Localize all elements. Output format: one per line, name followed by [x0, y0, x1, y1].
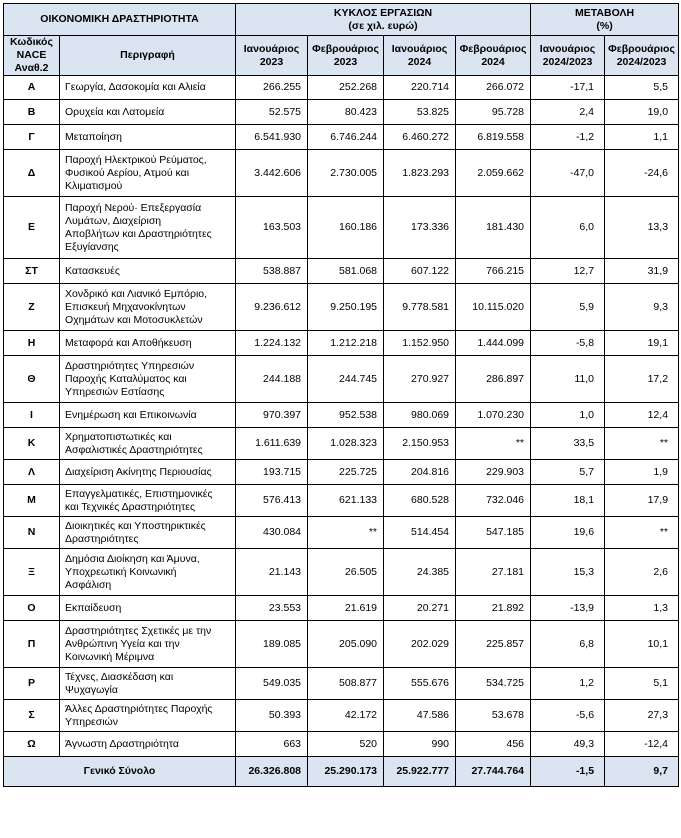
- table-row: [4, 428, 679, 460]
- table-row: [4, 517, 679, 549]
- table-row: [4, 621, 679, 668]
- change-jan-cell: -13,9: [531, 596, 605, 621]
- total-change-jan: -1,5: [531, 757, 605, 787]
- feb-2023-cell: 9.250.195: [308, 284, 384, 331]
- jan-2023-cell: 21.143: [236, 549, 308, 596]
- code-cell: Ο: [4, 596, 60, 621]
- jan-2024-cell: 202.029: [384, 621, 456, 668]
- change-jan-cell: 6,8: [531, 621, 605, 668]
- change-jan-cell: 1,2: [531, 668, 605, 700]
- description-line: Φυσικού Αερίου, Ατμού και: [65, 166, 190, 179]
- feb-2024-cell: 1.444.099: [456, 331, 531, 356]
- jan-2023-cell: 663: [236, 732, 308, 757]
- jan-2023-cell: 23.553: [236, 596, 308, 621]
- jan-2023-cell: 52.575: [236, 100, 308, 125]
- description-cell: [60, 356, 236, 403]
- description-cell: [60, 621, 236, 668]
- description-cell: [60, 197, 236, 259]
- feb-2024-cell: 21.892: [456, 596, 531, 621]
- feb-2023-cell: 244.745: [308, 356, 384, 403]
- feb-2024-cell: 534.725: [456, 668, 531, 700]
- change-feb-cell: **: [605, 517, 679, 549]
- jan-2023-cell: 189.085: [236, 621, 308, 668]
- change-jan-cell: 5,9: [531, 284, 605, 331]
- table-row: [4, 284, 679, 331]
- jan-2024-cell: 173.336: [384, 197, 456, 259]
- table-row: [4, 596, 679, 621]
- change-jan-cell: 6,0: [531, 197, 605, 259]
- change-feb-cell: 1,3: [605, 596, 679, 621]
- change-feb-cell: 31,9: [605, 259, 679, 284]
- change-feb-cell: 17,9: [605, 485, 679, 517]
- jan-2023-cell: 576.413: [236, 485, 308, 517]
- description-cell: [60, 485, 236, 517]
- table-row: [4, 460, 679, 485]
- description-cell: [60, 732, 236, 757]
- change-feb-cell: 19,1: [605, 331, 679, 356]
- table-row: [4, 668, 679, 700]
- total-label: Γενικό Σύνολο: [4, 757, 236, 787]
- description-line: Ανθρώπινη Υγεία και την: [65, 637, 180, 650]
- code-cell: Ζ: [4, 284, 60, 331]
- change-jan-cell: 2,4: [531, 100, 605, 125]
- table-row: [4, 403, 679, 428]
- change-feb-cell: 27,3: [605, 700, 679, 732]
- code-cell: Ξ: [4, 549, 60, 596]
- description-cell: [60, 331, 236, 356]
- description-line: Δραστηριότητες Υπηρεσιών: [65, 359, 195, 372]
- total-jan-2023: 26.326.808: [236, 757, 308, 787]
- description-line: Ορυχεία και Λατομεία: [65, 105, 165, 118]
- jan-2024-cell: 555.676: [384, 668, 456, 700]
- change-feb-cell: 13,3: [605, 197, 679, 259]
- feb-2023-cell: 80.423: [308, 100, 384, 125]
- description-line: Χονδρικό και Λιανικό Εμπόριο,: [65, 287, 208, 300]
- table-row: [4, 732, 679, 757]
- change-feb-cell: -12,4: [605, 732, 679, 757]
- table-row: [4, 197, 679, 259]
- feb-2024-cell: 27.181: [456, 549, 531, 596]
- code-cell: Α: [4, 76, 60, 100]
- jan-2024-cell: 6.460.272: [384, 125, 456, 150]
- description-line: Οχημάτων και Μοτοσυκλετών: [65, 313, 203, 326]
- feb-2023-cell: 26.505: [308, 549, 384, 596]
- description-cell: [60, 76, 236, 100]
- code-cell: Ι: [4, 403, 60, 428]
- jan-2023-cell: 549.035: [236, 668, 308, 700]
- change-jan-cell: -47,0: [531, 150, 605, 197]
- description-line: Αποβλήτων και Δραστηριότητες: [65, 227, 212, 240]
- feb-2023-cell: 1.028.323: [308, 428, 384, 460]
- description-cell: [60, 549, 236, 596]
- description-line: Ασφάλιση: [65, 578, 112, 591]
- description-cell: [60, 517, 236, 549]
- change-jan-cell: -5,8: [531, 331, 605, 356]
- feb-2024-cell: 53.678: [456, 700, 531, 732]
- change-feb-cell: 9,3: [605, 284, 679, 331]
- feb-2023-column-header: Φεβρουάριος 2023: [308, 36, 384, 76]
- code-cell: Ε: [4, 197, 60, 259]
- change-jan-cell: 5,7: [531, 460, 605, 485]
- feb-2023-cell: 621.133: [308, 485, 384, 517]
- feb-2023-cell: 6.746.244: [308, 125, 384, 150]
- jan-2024-cell: 20.271: [384, 596, 456, 621]
- jan-2024-cell: 204.816: [384, 460, 456, 485]
- turnover-header: ΚΥΚΛΟΣ ΕΡΓΑΣΙΩΝ (σε χιλ. ευρώ): [236, 4, 531, 36]
- jan-2024-cell: 680.528: [384, 485, 456, 517]
- jan-2023-cell: 538.887: [236, 259, 308, 284]
- change-jan-cell: 19,6: [531, 517, 605, 549]
- feb-2023-cell: 205.090: [308, 621, 384, 668]
- description-line: και Τεχνικές Δραστηριότητες: [65, 500, 196, 513]
- feb-2024-cell: 286.897: [456, 356, 531, 403]
- feb-2024-cell: 266.072: [456, 76, 531, 100]
- table-row: [4, 100, 679, 125]
- description-cell: [60, 100, 236, 125]
- code-cell: Η: [4, 331, 60, 356]
- description-line: Ενημέρωση και Επικοινωνία: [65, 408, 197, 421]
- code-cell: ΣΤ: [4, 259, 60, 284]
- table-row: [4, 700, 679, 732]
- description-line: Εκπαίδευση: [65, 601, 122, 614]
- jan-2024-cell: 24.385: [384, 549, 456, 596]
- description-line: Τέχνες, Διασκέδαση και: [65, 670, 174, 683]
- description-line: Δημόσια Διοίκηση και Άμυνα,: [65, 552, 200, 565]
- jan-2023-cell: 430.084: [236, 517, 308, 549]
- description-line: Παροχή Νερού· Επεξεργασία: [65, 201, 202, 214]
- jan-2024-cell: 607.122: [384, 259, 456, 284]
- description-line: Δραστηριότητες: [65, 532, 139, 545]
- change-jan-cell: -1,2: [531, 125, 605, 150]
- jan-2024-column-header: Ιανουάριος 2024: [384, 36, 456, 76]
- table-row: [4, 76, 679, 100]
- feb-2024-cell: 95.728: [456, 100, 531, 125]
- change-jan-column-header: Ιανουάριος 2024/2023: [531, 36, 605, 76]
- change-feb-cell: 1,1: [605, 125, 679, 150]
- table-row: [4, 125, 679, 150]
- jan-2023-cell: 6.541.930: [236, 125, 308, 150]
- feb-2023-cell: 160.186: [308, 197, 384, 259]
- feb-2023-cell: 508.877: [308, 668, 384, 700]
- change-feb-cell: 17,2: [605, 356, 679, 403]
- description-cell: [60, 700, 236, 732]
- jan-2024-cell: 270.927: [384, 356, 456, 403]
- feb-2024-cell: 547.185: [456, 517, 531, 549]
- code-cell: Β: [4, 100, 60, 125]
- total-change-feb: 9,7: [605, 757, 679, 787]
- code-cell: Μ: [4, 485, 60, 517]
- change-feb-cell: 19,0: [605, 100, 679, 125]
- code-cell: Δ: [4, 150, 60, 197]
- feb-2023-cell: 225.725: [308, 460, 384, 485]
- jan-2023-cell: 244.188: [236, 356, 308, 403]
- code-cell: Λ: [4, 460, 60, 485]
- description-cell: [60, 596, 236, 621]
- description-line: Γεωργία, Δασοκομία και Αλιεία: [65, 81, 206, 93]
- description-line: Ασφαλιστικές Δραστηριότητες: [65, 443, 203, 456]
- change-feb-cell: 1,9: [605, 460, 679, 485]
- table-row: [4, 150, 679, 197]
- description-line: Διοικητικές και Υποστηρικτικές: [65, 519, 206, 532]
- jan-2023-cell: 9.236.612: [236, 284, 308, 331]
- feb-2024-cell: 732.046: [456, 485, 531, 517]
- description-line: Υπηρεσιών: [65, 715, 119, 728]
- description-line: Επισκευή Μηχανοκίνητων: [65, 300, 186, 313]
- feb-2023-cell: 520: [308, 732, 384, 757]
- description-cell: [60, 403, 236, 428]
- description-cell: [60, 428, 236, 460]
- description-line: Μεταφορά και Αποθήκευση: [65, 336, 192, 349]
- feb-2024-cell: 1.070.230: [456, 403, 531, 428]
- feb-2023-cell: 581.068: [308, 259, 384, 284]
- change-jan-cell: 1,0: [531, 403, 605, 428]
- total-row: [4, 757, 679, 787]
- jan-2024-cell: 9.778.581: [384, 284, 456, 331]
- feb-2024-cell: 456: [456, 732, 531, 757]
- change-feb-cell: -24,6: [605, 150, 679, 197]
- description-cell: [60, 125, 236, 150]
- jan-2024-cell: 1.152.950: [384, 331, 456, 356]
- feb-2024-cell: 229.903: [456, 460, 531, 485]
- description-line: Χρηματοπιστωτικές και: [65, 430, 172, 443]
- change-feb-cell: 5,5: [605, 76, 679, 100]
- jan-2023-column-header: Ιανουάριος 2023: [236, 36, 308, 76]
- feb-2024-cell: 766.215: [456, 259, 531, 284]
- jan-2023-cell: 1.611.639: [236, 428, 308, 460]
- description-line: Παροχής Καταλύματος και: [65, 372, 187, 385]
- description-line: Παροχή Ηλεκτρικού Ρεύματος,: [65, 153, 207, 166]
- table-row: [4, 549, 679, 596]
- change-feb-cell: 5,1: [605, 668, 679, 700]
- jan-2024-cell: 980.069: [384, 403, 456, 428]
- jan-2024-cell: 53.825: [384, 100, 456, 125]
- jan-2024-cell: 1.823.293: [384, 150, 456, 197]
- feb-2024-cell: 6.819.558: [456, 125, 531, 150]
- feb-2024-cell: 2.059.662: [456, 150, 531, 197]
- change-jan-cell: -17,1: [531, 76, 605, 100]
- feb-2023-cell: 1.212.218: [308, 331, 384, 356]
- jan-2024-cell: 2.150.953: [384, 428, 456, 460]
- description-line: Εξυγίανσης: [65, 240, 119, 253]
- jan-2023-cell: 3.442.606: [236, 150, 308, 197]
- jan-2024-cell: 220.714: [384, 76, 456, 100]
- turnover-table: [3, 3, 679, 787]
- code-cell: Γ: [4, 125, 60, 150]
- total-jan-2024: 25.922.777: [384, 757, 456, 787]
- description-line: Ψυχαγωγία: [65, 683, 118, 696]
- description-line: Υπηρεσιών Εστίασης: [65, 385, 165, 398]
- code-cell: Ω: [4, 732, 60, 757]
- feb-2023-cell: 21.619: [308, 596, 384, 621]
- table-body: [4, 76, 679, 757]
- feb-2023-cell: 952.538: [308, 403, 384, 428]
- code-cell: Π: [4, 621, 60, 668]
- jan-2024-cell: 514.454: [384, 517, 456, 549]
- description-line: Άγνωστη Δραστηριότητα: [65, 737, 179, 750]
- feb-2024-cell: 181.430: [456, 197, 531, 259]
- description-column-header: Περιγραφή: [60, 36, 236, 76]
- change-jan-cell: 49,3: [531, 732, 605, 757]
- total-feb-2023: 25.290.173: [308, 757, 384, 787]
- jan-2023-cell: 1.224.132: [236, 331, 308, 356]
- jan-2024-cell: 990: [384, 732, 456, 757]
- description-line: Κατασκευές: [65, 264, 120, 277]
- description-line: Δραστηριότητες Σχετικές με την: [65, 624, 212, 637]
- table-row: [4, 356, 679, 403]
- description-line: Κοινωνική Μέριμνα: [65, 650, 155, 663]
- jan-2023-cell: 50.393: [236, 700, 308, 732]
- change-feb-cell: 12,4: [605, 403, 679, 428]
- change-feb-column-header: Φεβρουάριος 2024/2023: [605, 36, 679, 76]
- description-cell: [60, 284, 236, 331]
- change-jan-cell: -5,6: [531, 700, 605, 732]
- total-feb-2024: 27.744.764: [456, 757, 531, 787]
- code-cell: Θ: [4, 356, 60, 403]
- description-line: Μεταποίηση: [65, 130, 122, 143]
- description-line: Λυμάτων, Διαχείριση: [65, 214, 162, 227]
- feb-2023-cell: 2.730.005: [308, 150, 384, 197]
- description-cell: [60, 150, 236, 197]
- description-cell: [60, 259, 236, 284]
- change-jan-cell: 11,0: [531, 356, 605, 403]
- feb-2023-cell: **: [308, 517, 384, 549]
- jan-2023-cell: 266.255: [236, 76, 308, 100]
- description-line: Κλιματισμού: [65, 179, 123, 192]
- change-jan-cell: 12,7: [531, 259, 605, 284]
- jan-2023-cell: 970.397: [236, 403, 308, 428]
- jan-2023-cell: 163.503: [236, 197, 308, 259]
- feb-2024-cell: 225.857: [456, 621, 531, 668]
- feb-2023-cell: 42.172: [308, 700, 384, 732]
- feb-2024-cell: 10.115.020: [456, 284, 531, 331]
- change-feb-cell: **: [605, 428, 679, 460]
- code-cell: Ν: [4, 517, 60, 549]
- description-line: Άλλες Δραστηριότητες Παροχής: [65, 702, 213, 715]
- description-cell: [60, 668, 236, 700]
- feb-2023-cell: 252.268: [308, 76, 384, 100]
- change-header: ΜΕΤΑΒΟΛΗ (%): [531, 4, 679, 36]
- change-jan-cell: 18,1: [531, 485, 605, 517]
- description-line: Διαχείριση Ακίνητης Περιουσίας: [65, 465, 212, 478]
- code-cell: Ρ: [4, 668, 60, 700]
- table-row: [4, 259, 679, 284]
- change-jan-cell: 15,3: [531, 549, 605, 596]
- description-cell: [60, 460, 236, 485]
- code-column-header: Κωδικός NACE Αναθ.2: [4, 36, 60, 76]
- change-feb-cell: 2,6: [605, 549, 679, 596]
- feb-2024-column-header: Φεβρουάριος 2024: [456, 36, 531, 76]
- change-jan-cell: 33,5: [531, 428, 605, 460]
- jan-2023-cell: 193.715: [236, 460, 308, 485]
- activity-header: ΟΙΚΟΝΟΜΙΚΗ ΔΡΑΣΤΗΡΙΟΤΗΤΑ: [4, 4, 236, 36]
- change-feb-cell: 10,1: [605, 621, 679, 668]
- description-line: Επαγγελματικές, Επιστημονικές: [65, 487, 213, 500]
- jan-2024-cell: 47.586: [384, 700, 456, 732]
- table-row: [4, 331, 679, 356]
- code-cell: Σ: [4, 700, 60, 732]
- feb-2024-cell: **: [456, 428, 531, 460]
- table-row: [4, 485, 679, 517]
- description-line: Υποχρεωτική Κοινωνική: [65, 565, 177, 578]
- code-cell: Κ: [4, 428, 60, 460]
